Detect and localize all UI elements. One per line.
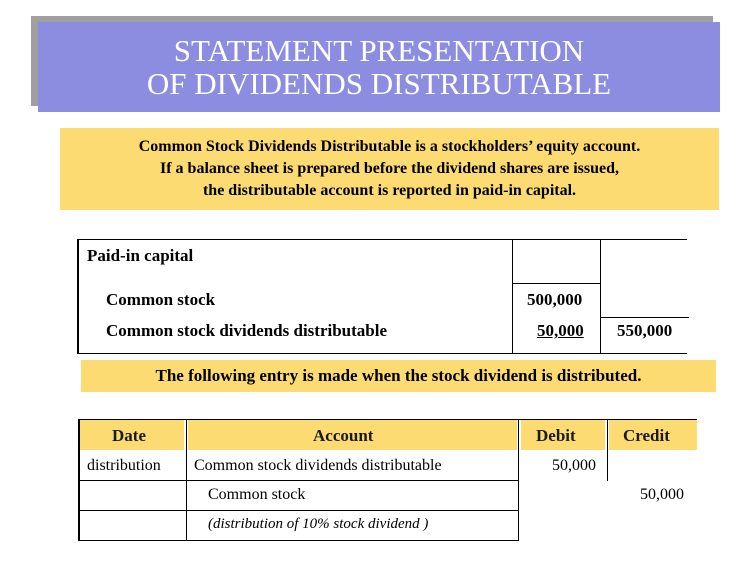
journal-row-2-account: Common stock — [208, 486, 306, 503]
explanation-box — [60, 128, 719, 210]
journal-header-debit: Debit — [536, 426, 576, 445]
journal-row-1-date: distribution — [87, 457, 161, 474]
journal-col-rule-3 — [607, 419, 608, 481]
journal-bottom-border — [78, 540, 519, 541]
bs-divider-total — [600, 240, 601, 353]
entry-caption: The following entry is made when the stock dividend is distributed. — [81, 360, 716, 392]
bs-row-1-label: Common stock — [106, 290, 216, 309]
bs-heading: Paid-in capital — [87, 246, 194, 265]
title-line-1: STATEMENT PRESENTATION — [173, 33, 585, 68]
explanation-line-3: the distributable account is reported in paid-in capital. — [202, 182, 577, 199]
explanation-line-1: Common Stock Dividends Distributable is a stockholders’ equity account. — [138, 138, 641, 155]
journal-row-rule-1 — [78, 480, 519, 481]
journal-entry-table — [78, 419, 697, 541]
bs-divider-amount — [512, 240, 513, 353]
journal-row-rule-2 — [78, 510, 519, 511]
journal-top-border — [78, 419, 697, 420]
journal-header-account: Account — [313, 426, 374, 445]
journal-row-3-explanation: (distribution of 10% stock dividend ) — [208, 516, 429, 532]
balance-sheet-excerpt — [77, 239, 687, 354]
bs-row-2-total: 550,000 — [617, 321, 673, 340]
bs-rule-total — [600, 317, 689, 318]
journal-header-date: Date — [112, 426, 146, 445]
bs-rule-amount — [512, 283, 600, 284]
title-line-2: OF DIVIDENDS DISTRIBUTABLE — [146, 66, 612, 101]
explanation-line-2: If a balance sheet is prepared before the dividend shares are issued, — [160, 160, 619, 177]
journal-row-2-credit: 50,000 — [640, 486, 684, 503]
journal-row-1-account: Common stock dividends distributable — [194, 457, 442, 474]
bs-row-2-label: Common stock dividends distributable — [106, 321, 388, 340]
journal-row-1-debit: 50,000 — [552, 457, 596, 474]
journal-header-credit: Credit — [623, 426, 670, 445]
bs-row-1-amount: 500,000 — [527, 290, 583, 309]
bs-row-2-amount: 50,000 — [537, 321, 584, 340]
slide-title — [38, 22, 720, 112]
